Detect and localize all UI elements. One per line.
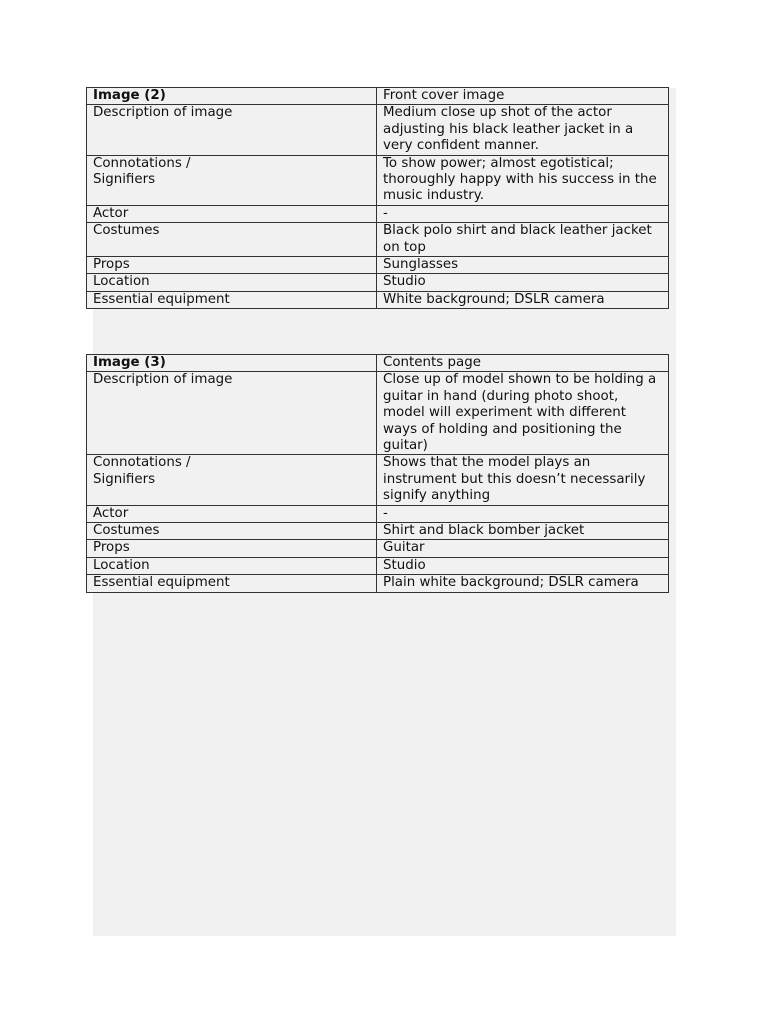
row-label: Connotations / Signifiers: [87, 155, 377, 205]
image-2-table: [86, 87, 669, 309]
table-row: [87, 291, 669, 308]
row-label: Costumes: [87, 223, 377, 257]
row-label: Location: [87, 557, 377, 574]
table-row: [87, 372, 669, 455]
row-label: Connotations / Signifiers: [87, 455, 377, 505]
row-value: White background; DSLR camera: [377, 291, 669, 308]
row-label: Props: [87, 257, 377, 274]
table-row: [87, 505, 669, 522]
table-row: [87, 155, 669, 205]
row-label: Essential equipment: [87, 575, 377, 592]
table-row: [87, 223, 669, 257]
row-value: Close up of model shown to be holding a guitar in hand (during photo shoot, model will experiment with different ways of holding and positioning the guitar): [377, 372, 669, 455]
row-value: -: [377, 205, 669, 222]
row-value: Sunglasses: [377, 257, 669, 274]
table-row: [87, 205, 669, 222]
table-row: [87, 455, 669, 505]
row-value: Studio: [377, 274, 669, 291]
image-3-table: [86, 354, 669, 593]
table-row: [87, 540, 669, 557]
row-label: Essential equipment: [87, 291, 377, 308]
table-row: [87, 88, 669, 105]
row-value: Shows that the model plays an instrument but this doesn’t necessarily signify anything: [377, 455, 669, 505]
row-label: Image (3): [87, 355, 377, 372]
row-value: Plain white background; DSLR camera: [377, 575, 669, 592]
table-row: [87, 523, 669, 540]
row-value: Medium close up shot of the actor adjusting his black leather jacket in a very confident manner.: [377, 105, 669, 155]
row-value: Shirt and black bomber jacket: [377, 523, 669, 540]
table-row: [87, 355, 669, 372]
table-row: [87, 105, 669, 155]
table-row: [87, 257, 669, 274]
table-row: [87, 274, 669, 291]
row-value: Front cover image: [377, 88, 669, 105]
table-row: [87, 557, 669, 574]
row-label: Actor: [87, 505, 377, 522]
row-value: To show power; almost egotistical; thoroughly happy with his success in the music industry.: [377, 155, 669, 205]
row-value: -: [377, 505, 669, 522]
row-label: Location: [87, 274, 377, 291]
row-label: Actor: [87, 205, 377, 222]
row-value: Contents page: [377, 355, 669, 372]
row-label: Description of image: [87, 105, 377, 155]
row-label: Image (2): [87, 88, 377, 105]
row-label: Description of image: [87, 372, 377, 455]
row-value: Studio: [377, 557, 669, 574]
row-value: Black polo shirt and black leather jacket on top: [377, 223, 669, 257]
row-label: Costumes: [87, 523, 377, 540]
row-label: Props: [87, 540, 377, 557]
row-value: Guitar: [377, 540, 669, 557]
table-row: [87, 575, 669, 592]
